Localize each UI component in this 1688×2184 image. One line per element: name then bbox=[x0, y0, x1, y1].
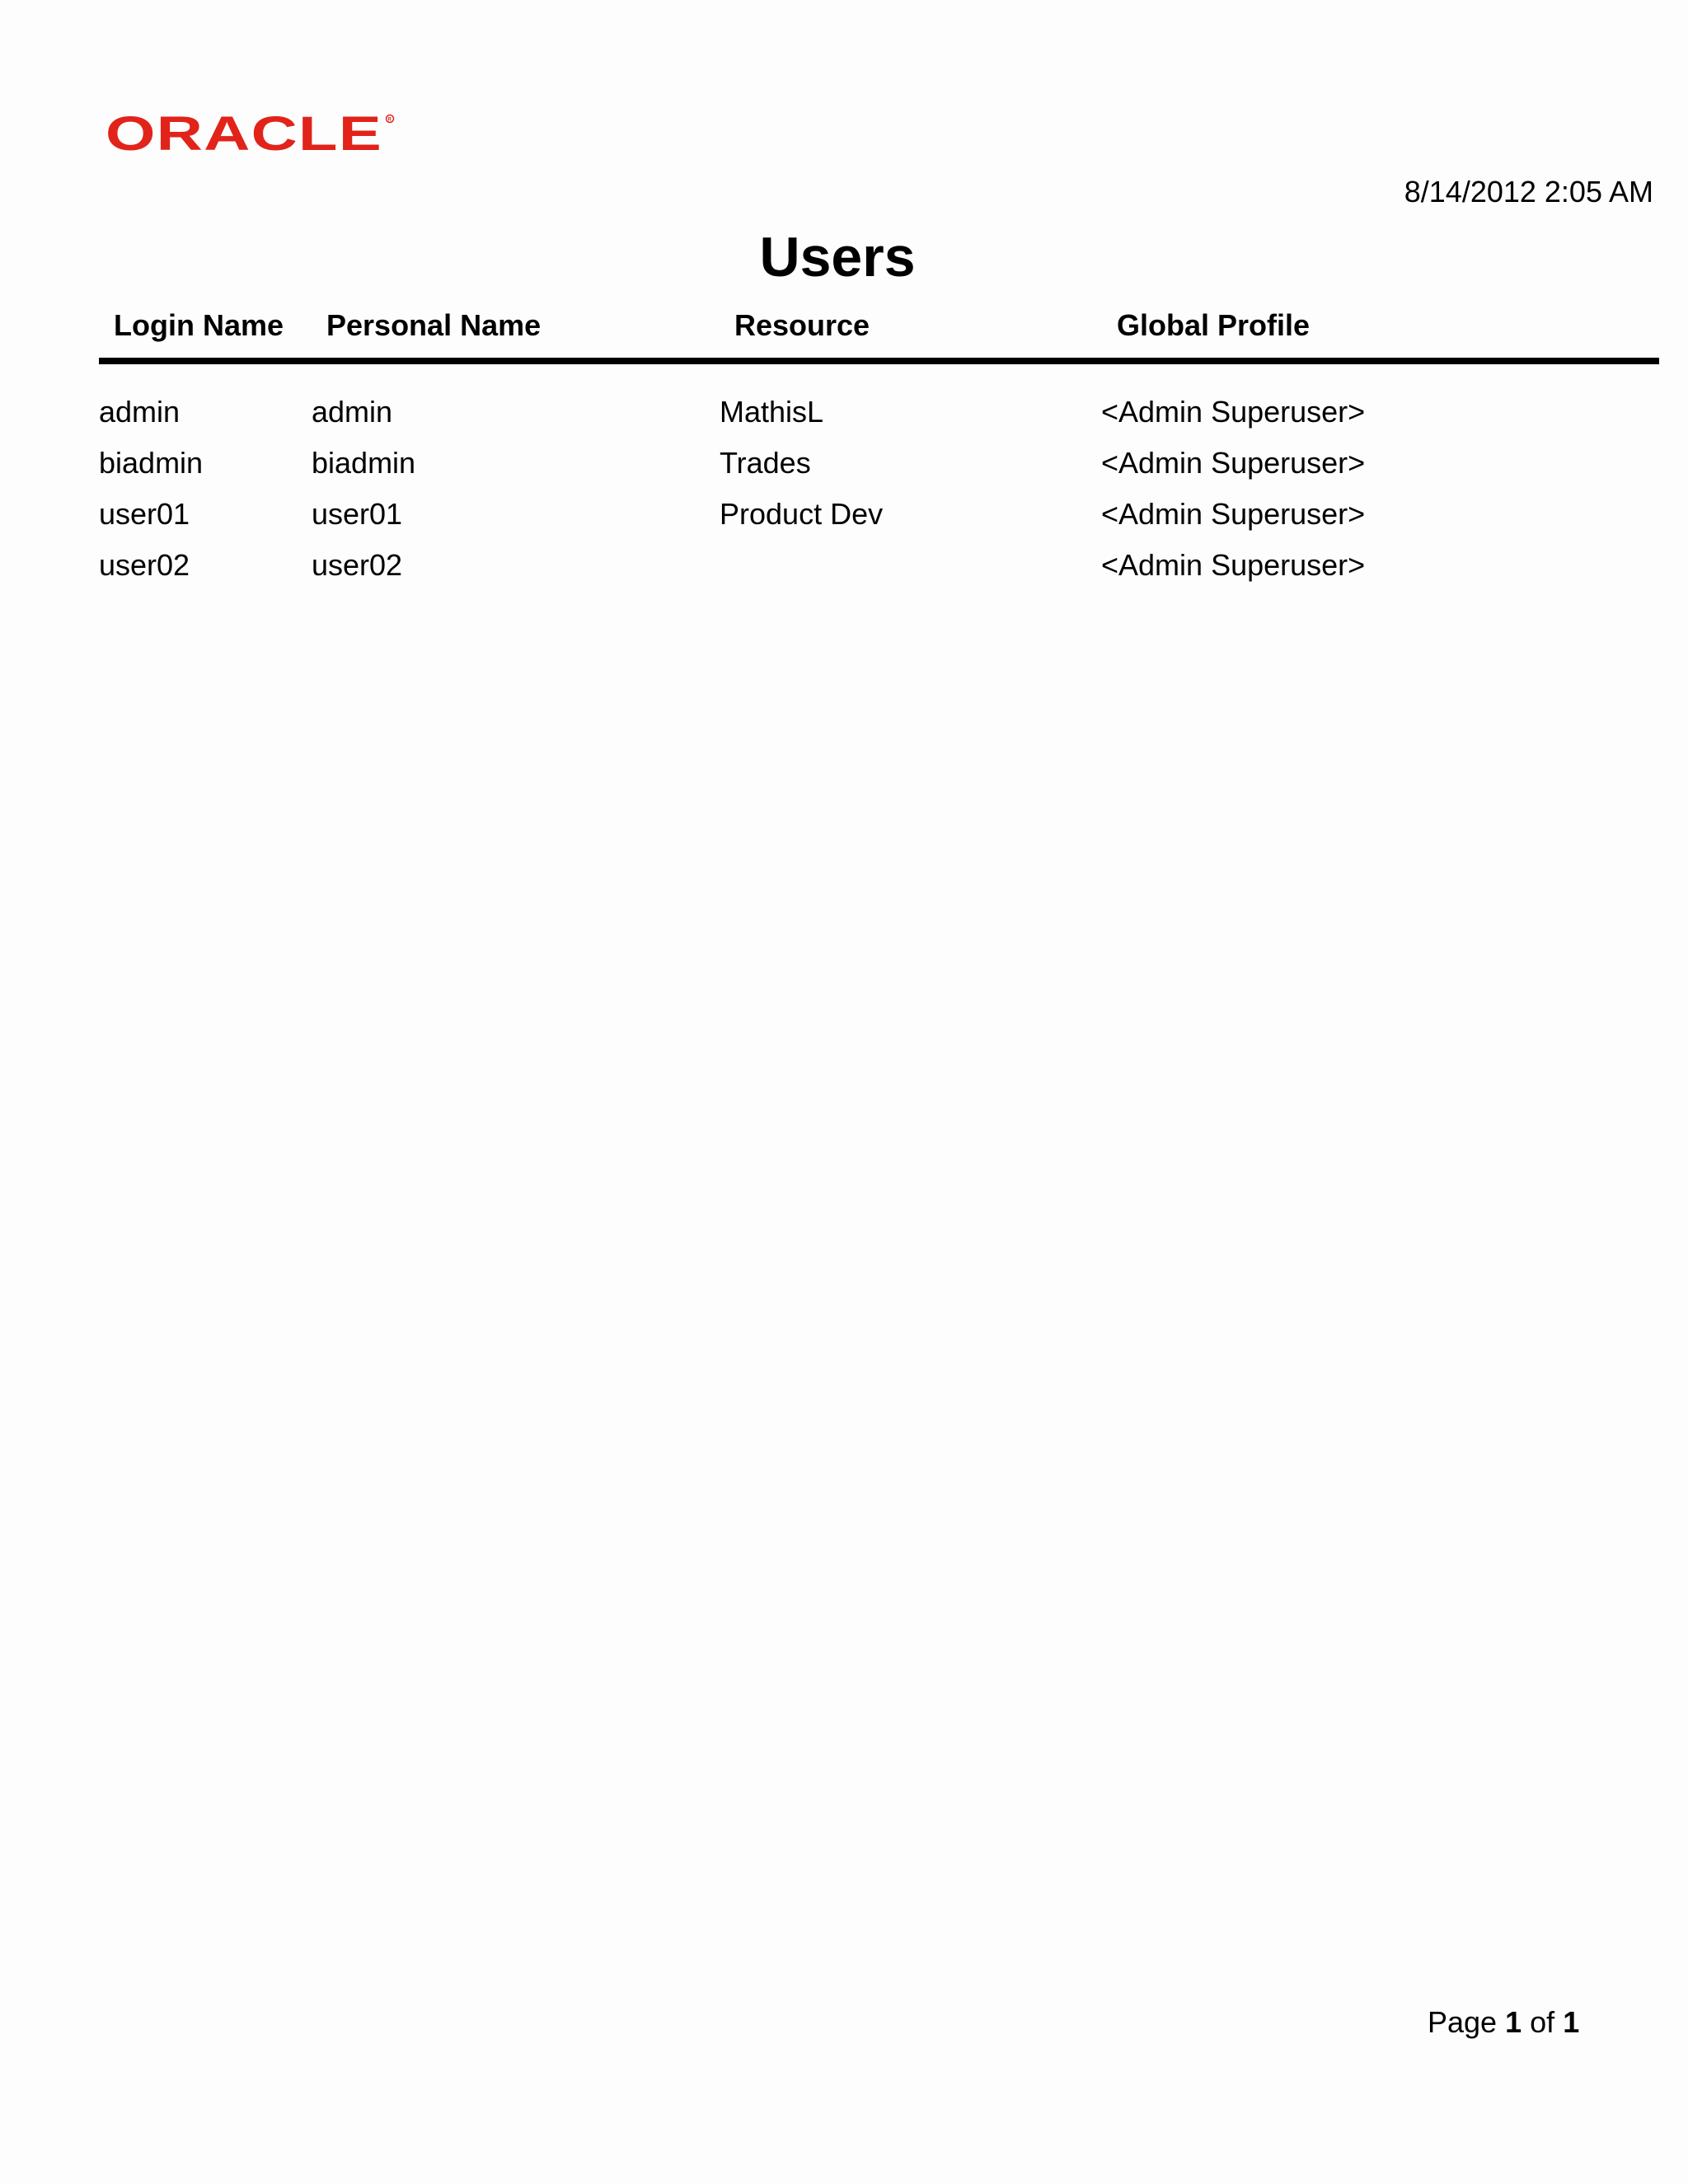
of-label: of bbox=[1530, 2005, 1555, 2039]
resource-cell: Product Dev bbox=[720, 497, 884, 531]
resource-cell: MathisL bbox=[720, 395, 824, 429]
global-profile-cell: <Admin Superuser> bbox=[1101, 446, 1366, 480]
table-row bbox=[0, 494, 1688, 546]
column-header-resource: Resource bbox=[734, 308, 870, 342]
login-name-cell: user02 bbox=[99, 548, 190, 582]
svg-text:R: R bbox=[387, 117, 392, 123]
column-header-login-name: Login Name bbox=[114, 308, 284, 342]
table-row bbox=[0, 546, 1688, 597]
login-name-cell: biadmin bbox=[99, 446, 204, 480]
login-name-cell: admin bbox=[99, 395, 181, 429]
table-body bbox=[0, 392, 1688, 597]
personal-name-cell: user01 bbox=[312, 497, 403, 531]
personal-name-cell: biadmin bbox=[312, 446, 416, 480]
resource-cell: Trades bbox=[720, 446, 811, 480]
report-title: Users bbox=[759, 226, 916, 288]
global-profile-cell: <Admin Superuser> bbox=[1101, 548, 1366, 582]
column-header-global-profile: Global Profile bbox=[1117, 308, 1311, 342]
personal-name-cell: admin bbox=[312, 395, 393, 429]
page-indicator bbox=[1428, 2004, 1579, 2041]
column-header-personal-name: Personal Name bbox=[326, 308, 542, 342]
total-pages-number: 1 bbox=[1563, 2005, 1580, 2039]
oracle-logo bbox=[106, 112, 396, 155]
global-profile-cell: <Admin Superuser> bbox=[1101, 395, 1366, 429]
table-row bbox=[0, 443, 1688, 494]
header-divider bbox=[99, 358, 1659, 364]
table-header bbox=[0, 307, 1688, 344]
page-label: Page bbox=[1428, 2005, 1498, 2039]
report-timestamp: 8/14/2012 2:05 AM bbox=[1404, 175, 1653, 209]
login-name-cell: user01 bbox=[99, 497, 190, 531]
personal-name-cell: user02 bbox=[312, 548, 403, 582]
global-profile-cell: <Admin Superuser> bbox=[1101, 497, 1366, 531]
svg-text:ORACLE: ORACLE bbox=[106, 112, 382, 155]
current-page-number: 1 bbox=[1505, 2005, 1522, 2039]
table-row bbox=[0, 392, 1688, 443]
